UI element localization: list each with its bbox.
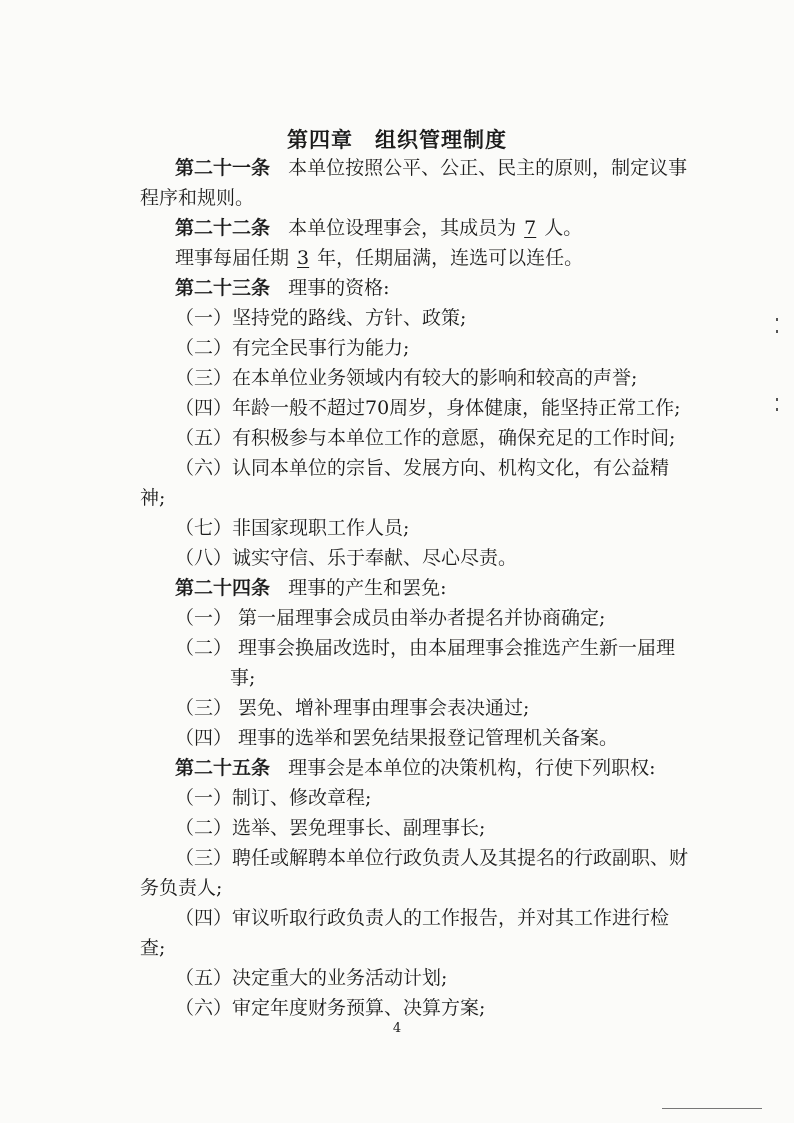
article-24-item-3: （三） 罢免、增补理事由理事会表决通过; <box>175 697 530 719</box>
term-years-value: 3 <box>297 247 310 269</box>
article-24-label: 第二十四条 <box>175 577 271 599</box>
article-25-item-3-cont: 务负责人; <box>140 877 223 899</box>
article-24-item-2: （二） 理事会换届改选时，由本届理事会推选产生新一届理 <box>175 637 676 659</box>
council-size-value: 7 <box>524 217 537 239</box>
margin-mark <box>776 398 778 401</box>
article-23-item-6-cont: 神; <box>140 487 166 509</box>
article-23-item-3: （三）在本单位业务领域内有较大的影响和较高的声誉; <box>175 367 638 389</box>
article-23-item-6: （六）认同本单位的宗旨、发展方向、机构文化，有公益精 <box>175 457 670 479</box>
article-25-item-5: （五）决定重大的业务活动计划; <box>175 967 448 989</box>
article-23-item-1: （一）坚持党的路线、方针、政策; <box>175 307 467 329</box>
article-24-heading: 第二十四条 理事的产生和罢免: <box>175 577 447 599</box>
article-23-label: 第二十三条 <box>175 277 271 299</box>
article-24-item-2-cont: 事; <box>230 667 256 689</box>
margin-mark <box>776 408 778 411</box>
article-23-item-2: （二）有完全民事行为能力; <box>175 337 410 359</box>
margin-mark <box>776 330 778 333</box>
article-22-line-1: 第二十二条 本单位设理事会，其成员为 7 人。 <box>175 217 583 239</box>
article-24-item-1: （一） 第一届理事会成员由举办者提名并协商确定; <box>175 607 606 629</box>
article-25-item-4-cont: 查; <box>140 937 166 959</box>
article-25-item-3: （三）聘任或解聘本单位行政负责人及其提名的行政副职、财 <box>175 847 689 869</box>
article-23-item-8: （八）诚实守信、乐于奉献、尽心尽责。 <box>175 547 518 569</box>
article-25-heading: 第二十五条 理事会是本单位的决策机构，行使下列职权: <box>175 757 656 779</box>
chapter-title: 第四章 组织管理制度 <box>287 128 507 152</box>
article-22-line-2: 理事每届任期 3 年，任期届满，连选可以连任。 <box>175 247 584 269</box>
article-25-item-2: （二）选举、罢免理事长、副理事长; <box>175 817 486 839</box>
page-number: 4 <box>392 1021 402 1036</box>
article-25-item-4: （四）审议听取行政负责人的工作报告，并对其工作进行检 <box>175 907 670 929</box>
article-24-item-4: （四） 理事的选举和罢免结果报登记管理机关备案。 <box>175 727 619 749</box>
article-23-item-4: （四）年龄一般不超过70周岁，身体健康，能坚持正常工作; <box>175 397 681 419</box>
article-23-item-5: （五）有积极参与本单位工作的意愿，确保充足的工作时间; <box>175 427 676 449</box>
margin-mark <box>776 318 778 321</box>
bottom-edge-rule <box>662 1108 762 1109</box>
article-21-line-2: 程序和规则。 <box>140 187 255 209</box>
article-23-heading: 第二十三条 理事的资格: <box>175 277 390 299</box>
article-21-line-1 <box>175 156 687 180</box>
article-21-label: 第二十一条 <box>175 157 271 179</box>
article-25-item-1: （一）制订、修改章程; <box>175 787 372 809</box>
article-23-item-7: （七）非国家现职工作人员; <box>175 517 410 539</box>
article-25-label: 第二十五条 <box>175 757 271 779</box>
faint-seal-bleed-through <box>736 420 774 560</box>
article-21-text: 本单位按照公平、公正、民主的原则，制定议事 <box>288 157 688 179</box>
article-25-item-6: （六）审定年度财务预算、决算方案; <box>175 997 486 1019</box>
article-22-label: 第二十二条 <box>175 217 271 239</box>
